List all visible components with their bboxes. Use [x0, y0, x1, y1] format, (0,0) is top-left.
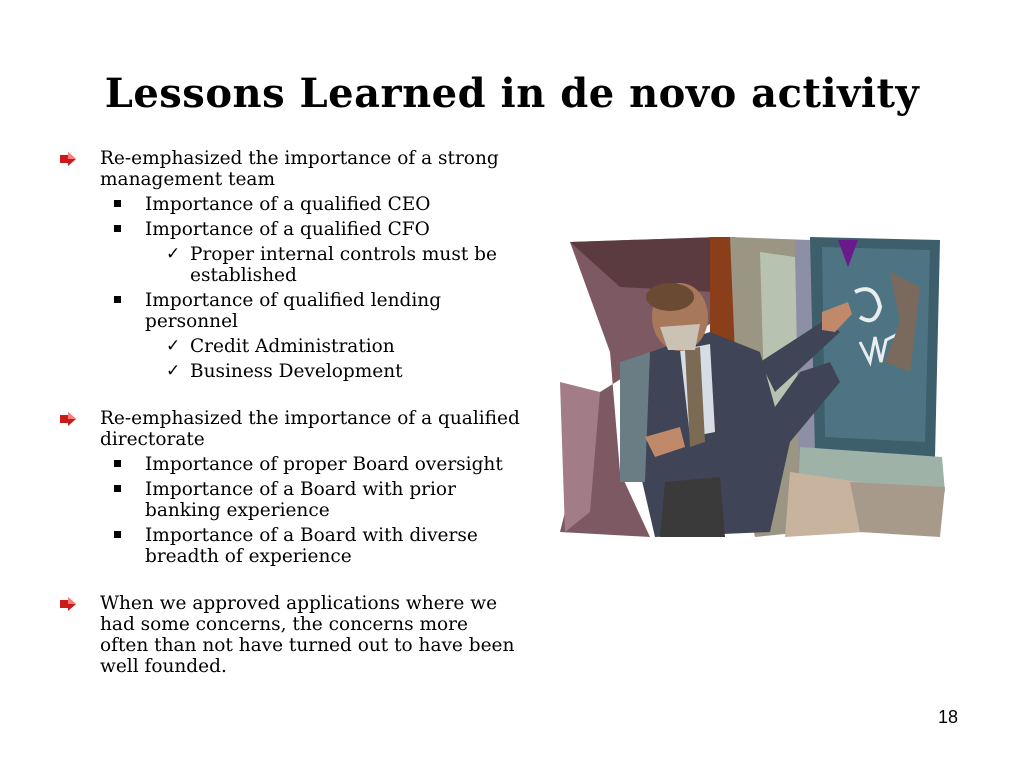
bullet-text: Re-emphasized the importance of a qualified directorate [100, 408, 520, 450]
checkmark-icon: ✓ [166, 244, 181, 264]
bullet-text: Re-emphasized the importance of a strong management team [100, 148, 499, 190]
bullet-list [60, 148, 520, 677]
square-bullet-icon [114, 200, 121, 207]
bullet-text: Importance of a qualified CEO [145, 194, 431, 215]
square-bullet-icon [114, 485, 121, 492]
red-arrow-bullet-icon [60, 412, 76, 426]
square-bullet-icon [114, 296, 121, 303]
bullet-text: Importance of qualified lending personnel [145, 290, 442, 332]
square-bullet-icon [114, 531, 121, 538]
list-item [60, 525, 520, 567]
bullet-text: Credit Administration [190, 336, 395, 357]
list-item [60, 290, 520, 332]
red-arrow-bullet-icon [60, 597, 76, 611]
bullet-text: Importance of a Board with diverse breadth of experience [145, 525, 478, 567]
list-item [60, 593, 520, 677]
bullet-text: Importance of a Board with prior banking experience [145, 479, 456, 521]
bullet-text: When we approved applications where we had some concerns, the concerns more often than not have turned out to have been well founded. [100, 593, 515, 677]
checkmark-icon: ✓ [166, 361, 181, 381]
list-item [60, 454, 520, 475]
square-bullet-icon [114, 225, 121, 232]
red-arrow-bullet-icon [60, 152, 76, 166]
bullet-text: Importance of proper Board oversight [145, 454, 503, 475]
list-item [60, 194, 520, 215]
bullet-text: Proper internal controls must be established [190, 244, 497, 286]
list-item [60, 219, 520, 240]
presenter-at-chalkboard-clipart [560, 232, 950, 544]
bullet-text: Importance of a qualified CFO [145, 219, 430, 240]
list-item [60, 361, 520, 382]
checkmark-icon: ✓ [166, 336, 181, 356]
square-bullet-icon [114, 460, 121, 467]
list-item [60, 244, 520, 286]
list-item [60, 479, 520, 521]
slide-title: Lessons Learned in de novo activity [104, 70, 920, 117]
page-number: 18 [938, 707, 959, 727]
list-item [60, 336, 520, 357]
bullet-text: Business Development [190, 361, 403, 382]
list-item [60, 408, 520, 450]
list-item [60, 148, 520, 190]
